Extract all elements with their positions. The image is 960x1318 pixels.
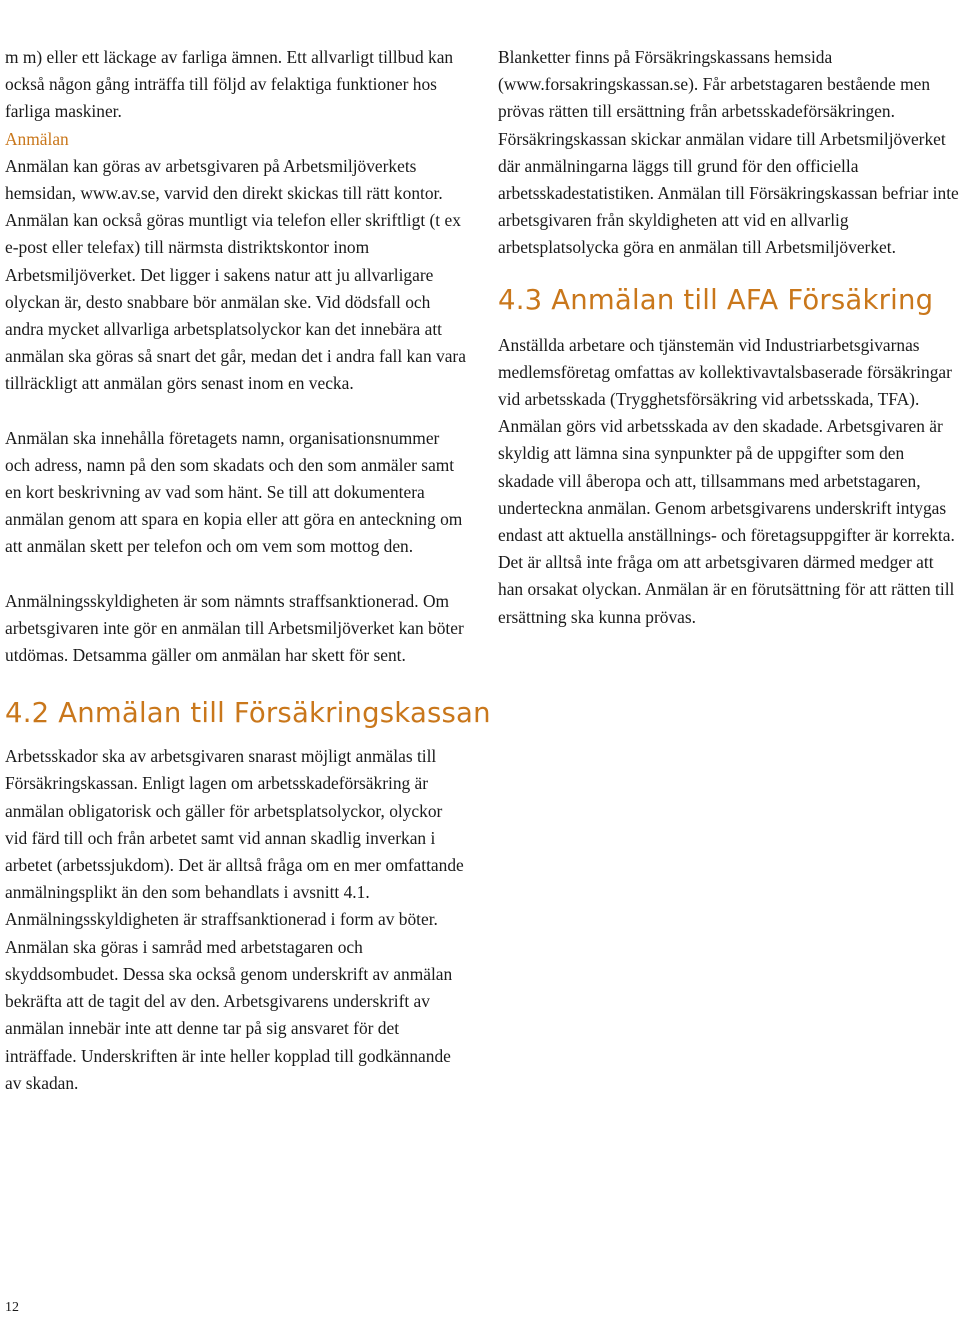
paragraph: Anmälan ska innehålla företagets namn, organisationsnummer och adress, namn på den som skadats och den som anmäler samt en kort beskrivning av vad som hänt. Se till att dokumentera anmälan genom att spara en kopia eller att göra en anteckning om att anmälan skett per telefon och om vem som mottog den. <box>5 427 463 557</box>
section-heading-4-3: 4.3 Anmälan till AFA Försäkring <box>498 283 934 316</box>
paragraph: Anmälan kan göras av arbetsgivaren på Arbetsmiljöverkets hemsidan, www.av.se, varvid den direkt skickas till rätt kontor. Anmälan kan också göras muntligt via telefon eller skriftligt (t ex e-post eller telefax) till närmsta distriktskontor inom Arbetsmiljöverket. Det ligger i sakens natur att ju allvarligare olyckan är, desto snabbare bör anmälan ske. Vid dödsfall och andra mycket allvarliga arbetsplatsolyckor kan det innebära att anmälan ska göras så snart det går, medan det i andra fall kan vara tillräckligt att anmälan görs senast inom en vecka. <box>5 155 466 394</box>
right-column <box>498 44 960 631</box>
subheading-anmalan: Anmälan <box>5 128 69 149</box>
section-body-4-2: Arbetsskador ska av arbetsgivaren snarast möjligt anmälas till Försäkringskassan. Enligt lagen om arbetsskadeförsäkring är anmälan obligatorisk och gäller för arbetsplatsolyckor, olyckor vid färd till och från arbetet samt vid annan skadlig inverkan i arbetet (arbetssjukdom). Det är alltså fråga om en mer omfattande anmälningsplikt än den som behandlats i avsnitt 4.1. Anmälningsskyldigheten är straffsanktionerad i form av böter. Anmälan ska göras i samråd med arbetstagaren och skyddsombudet. Dessa ska också genom underskrift av anmälan bekräfta att de tagit del av den. Arbetsgivarens underskrift av anmälan innebär inte att denne tar på sig ansvaret för det inträffade. Underskriften är inte heller kopplad till godkännande av skadan. <box>5 746 464 1093</box>
paragraph: Anmälningsskyldigheten är som nämnts straffsanktionerad. Om arbetsgivaren inte gör en anmälan till Arbetsmiljöverket kan böter utdömas. Detsamma gäller om anmälan har skett för sent. <box>5 590 464 666</box>
page-number: 12 <box>5 1300 19 1315</box>
section-heading-4-2: 4.2 Anmälan till Försäkringskassan <box>5 697 491 730</box>
section-body-4-3: Anställda arbetare och tjänstemän vid Industriarbetsgivarnas medlemsföretag omfattas av kollektivavtalsbaserade försäkringar vid arbetsskada (Trygghetsförsäkring vid arbetsskada, TFA). Anmälan görs vid arbetsskada av den skadade. Arbetsgivaren är skyldig att lämna sina synpunkter på de uppgifter som den skadade vill åberopa och att, tillsammans med arbetstagaren, underteckna anmälan. Genom arbetsgivarens underskrift intygas endast att aktuella anställnings- och företagsuppgifter är korrekta. Det är alltså inte fråga om att arbetsgivaren därmed medger att han orsakat olyckan. Anmälan är en förutsättning för att rätten till ersättning ska kunna prövas. <box>498 334 955 627</box>
paragraph: Blanketter finns på Försäkringskassans hemsida (www.forsakringskassan.se). Får arbetstagaren bestående men prövas rätten till ersättning från arbetsskadeförsäkringen. Försäkringskassan skickar anmälan vidare till Arbetsmiljöverket där anmälningarna läggs till grund för den officiella arbetsskadestatistiken. Anmälan till Försäkringskassan befriar inte arbetsgivaren från skyldigheten att vid en allvarlig arbetsplatsolycka göra en anmälan till Arbetsmiljöverket. <box>498 47 959 258</box>
left-column <box>5 44 491 1097</box>
intro-continuation: m m) eller ett läckage av farliga ämnen. Ett allvarligt tillbud kan också någon gång inträffa till följd av felaktiga funktioner hos farliga maskiner. <box>5 47 454 122</box>
